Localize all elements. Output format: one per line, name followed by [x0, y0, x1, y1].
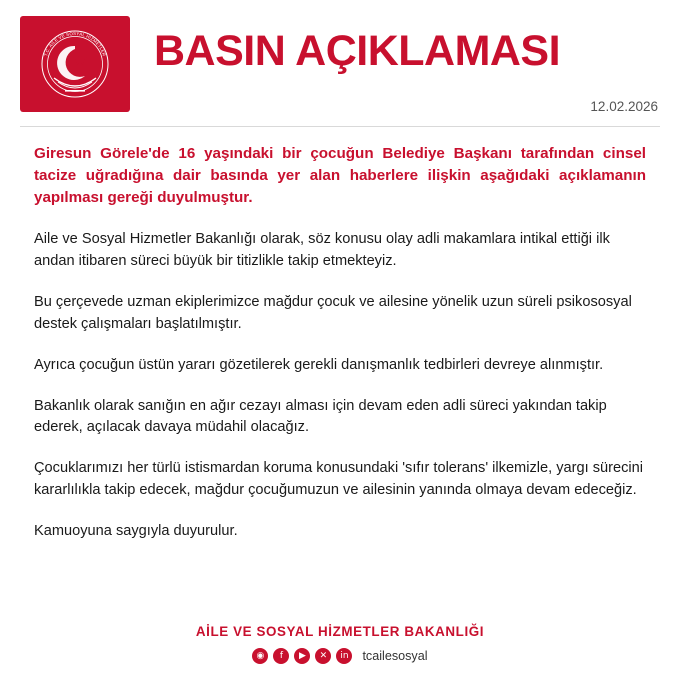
paragraph-4: Bakanlık olarak sanığın en ağır cezayı alması için devam eden adli süreci yakından takip ederek, açılacak davaya müdahil olacağız. [34, 397, 607, 436]
paragraph-1: Aile ve Sosyal Hizmetler Bakanlığı olarak, söz konusu olay adli makamlara intikal ettiği ilk andan itibaren süreci büyük bir titizlikle takip etmekteyiz. [34, 231, 610, 269]
x-icon[interactable]: ✕ [315, 648, 331, 664]
ministry-emblem-icon [32, 26, 118, 102]
publish-date: 12.02.2026 [590, 99, 658, 114]
paragraph-6: Kamuoyuna saygıyla duyurulur. [34, 523, 238, 540]
ministry-logo [20, 16, 130, 112]
header [0, 0, 680, 120]
statement-body [0, 127, 680, 543]
youtube-icon[interactable]: ▶ [294, 648, 310, 664]
svg-text:T.C. AİLE VE SOSYAL HİZMETLER: T.C. AİLE VE SOSYAL HİZMETLER [43, 30, 107, 57]
linkedin-icon[interactable]: in [336, 648, 352, 664]
footer-ministry-name: AİLE VE SOSYAL HİZMETLER BAKANLIĞI [195, 624, 485, 639]
instagram-icon[interactable]: ◉ [252, 648, 268, 664]
paragraph-5: Çocuklarımızı her türlü istismardan koruma konusundaki 'sıfır tolerans' ilkemizle, yargı sürecini kararlılıkla takip edecek, mağdur çocuğumuzun ve ailesinin yanında olmaya devam edeceğiz. [34, 460, 644, 499]
paragraph-2: Bu çerçevede uzman ekiplerimizce mağdur çocuk ve ailesine yönelik uzun süreli psikososyal destek çalışmaları başlatılmıştır. [34, 293, 632, 332]
social-handle: tcailesosyal [362, 649, 428, 663]
paragraph-3: Ayrıca çocuğun üstün yararı gözetilerek gerekli danışmanlık tedbirleri devreye alınmıştır. [34, 356, 604, 373]
social-links [0, 648, 680, 664]
lead-paragraph: Giresun Görele'de 16 yaşındaki bir çocuğun Belediye Başkanı tarafından cinsel tacize uğradığına dair basında yer alan haberlere ilişkin aşağıdaki açıklamanın yapılması gereği duyulmuştur. [34, 145, 646, 207]
page-title: BASIN AÇIKLAMASI [154, 27, 561, 75]
facebook-icon[interactable]: f [273, 648, 289, 664]
footer [0, 624, 680, 664]
header-text [130, 16, 660, 112]
